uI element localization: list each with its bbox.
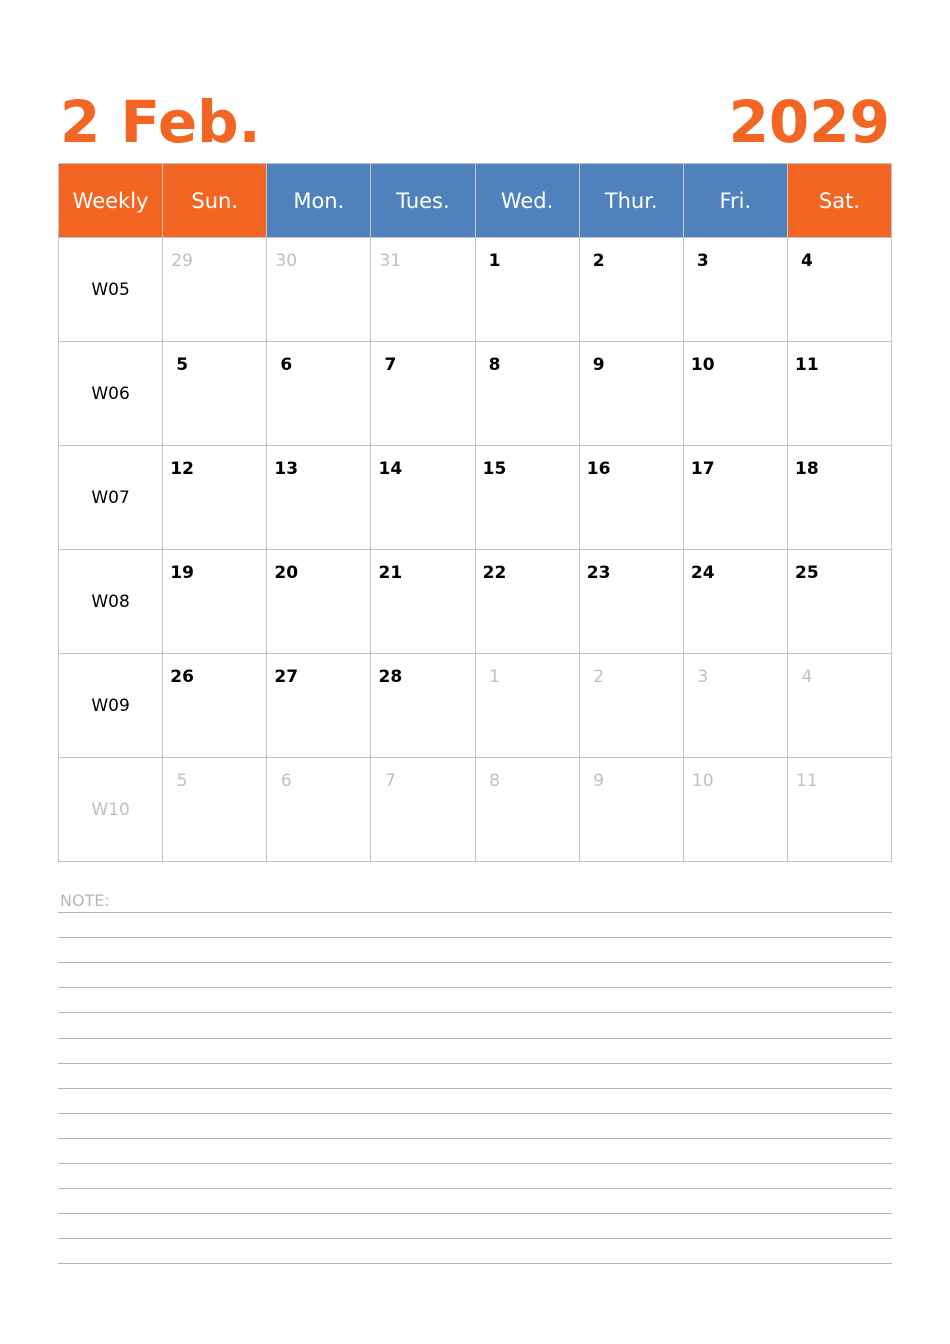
header-weekly: Weekly xyxy=(59,164,163,238)
header-thursday: Thur. xyxy=(579,164,683,238)
note-line xyxy=(58,937,892,938)
day-number: 11 xyxy=(796,771,818,791)
note-line xyxy=(58,1238,892,1239)
header-monday: Mon. xyxy=(267,164,371,238)
day-number: 10 xyxy=(690,355,715,375)
week-row xyxy=(59,238,892,342)
day-number: 18 xyxy=(795,459,819,479)
day-cell[interactable] xyxy=(475,342,579,446)
week-number: W06 xyxy=(59,342,163,446)
day-number: 16 xyxy=(586,459,611,479)
week-row xyxy=(59,758,892,862)
day-cell[interactable] xyxy=(683,550,787,654)
day-number: 26 xyxy=(170,667,194,687)
week-number: W07 xyxy=(59,446,163,550)
header-friday: Fri. xyxy=(683,164,787,238)
day-number: 29 xyxy=(171,251,193,271)
day-number: 2 xyxy=(592,251,605,271)
day-number: 6 xyxy=(280,355,293,375)
day-number: 7 xyxy=(384,355,397,375)
day-cell[interactable] xyxy=(683,342,787,446)
day-cell[interactable] xyxy=(163,238,267,342)
day-cell[interactable] xyxy=(267,446,371,550)
week-row xyxy=(59,446,892,550)
day-cell[interactable] xyxy=(475,550,579,654)
day-cell[interactable] xyxy=(475,238,579,342)
day-number: 13 xyxy=(274,459,299,479)
day-cell[interactable] xyxy=(475,446,579,550)
day-cell[interactable] xyxy=(163,446,267,550)
day-cell[interactable] xyxy=(579,550,683,654)
day-number: 24 xyxy=(690,563,715,583)
day-cell[interactable] xyxy=(787,446,891,550)
note-line xyxy=(58,1063,892,1064)
note-label: NOTE: xyxy=(60,891,110,910)
year-title: 2029 xyxy=(728,88,890,156)
day-cell[interactable] xyxy=(371,758,475,862)
day-cell[interactable] xyxy=(267,342,371,446)
day-number: 20 xyxy=(274,563,299,583)
header-saturday: Sat. xyxy=(787,164,891,238)
day-number: 1 xyxy=(489,667,500,687)
day-number: 23 xyxy=(586,563,611,583)
day-number: 9 xyxy=(593,771,605,791)
day-number: 17 xyxy=(690,459,715,479)
note-line xyxy=(58,1113,892,1114)
day-number: 10 xyxy=(691,771,714,791)
day-cell[interactable] xyxy=(163,758,267,862)
week-number: W05 xyxy=(59,238,163,342)
note-line xyxy=(58,1263,892,1264)
note-line xyxy=(58,1088,892,1089)
day-cell[interactable] xyxy=(683,654,787,758)
day-number: 7 xyxy=(384,771,396,791)
day-cell[interactable] xyxy=(787,654,891,758)
header-wednesday: Wed. xyxy=(475,164,579,238)
week-row xyxy=(59,550,892,654)
note-line xyxy=(58,987,892,988)
week-row xyxy=(59,654,892,758)
day-number: 5 xyxy=(176,771,188,791)
day-cell[interactable] xyxy=(267,550,371,654)
day-number: 4 xyxy=(801,667,813,687)
day-number: 21 xyxy=(378,563,403,583)
day-number: 6 xyxy=(280,771,292,791)
day-number: 9 xyxy=(592,355,605,375)
day-cell[interactable] xyxy=(683,446,787,550)
day-cell[interactable] xyxy=(267,654,371,758)
week-row xyxy=(59,342,892,446)
note-line xyxy=(58,1213,892,1214)
day-number: 28 xyxy=(378,667,403,687)
day-cell[interactable] xyxy=(787,758,891,862)
day-number: 31 xyxy=(379,251,402,271)
day-number: 3 xyxy=(697,667,709,687)
header-tuesday: Tues. xyxy=(371,164,475,238)
day-cell[interactable] xyxy=(475,654,579,758)
day-number: 5 xyxy=(176,355,189,375)
day-cell[interactable] xyxy=(787,342,891,446)
calendar-grid xyxy=(58,163,892,862)
note-line xyxy=(58,1163,892,1164)
day-number: 4 xyxy=(800,251,813,271)
day-cell[interactable] xyxy=(683,758,787,862)
day-number: 25 xyxy=(795,563,819,583)
month-title: 2 Feb. xyxy=(60,88,261,156)
day-cell[interactable] xyxy=(163,654,267,758)
day-cell[interactable] xyxy=(267,238,371,342)
day-number: 27 xyxy=(274,667,299,687)
week-number: W10 xyxy=(59,758,163,862)
header-sunday: Sun. xyxy=(163,164,267,238)
note-line xyxy=(58,1038,892,1039)
day-cell[interactable] xyxy=(579,342,683,446)
day-cell[interactable] xyxy=(683,238,787,342)
day-number: 19 xyxy=(170,563,194,583)
note-line xyxy=(58,912,892,913)
day-cell[interactable] xyxy=(579,446,683,550)
day-cell[interactable] xyxy=(579,654,683,758)
week-number: W08 xyxy=(59,550,163,654)
note-line xyxy=(58,1012,892,1013)
note-line xyxy=(58,1188,892,1189)
day-number: 11 xyxy=(795,355,819,375)
day-cell[interactable] xyxy=(371,550,475,654)
day-number: 2 xyxy=(593,667,605,687)
day-number: 8 xyxy=(489,771,500,791)
day-cell[interactable] xyxy=(371,654,475,758)
day-cell[interactable] xyxy=(579,758,683,862)
note-line xyxy=(58,1138,892,1139)
day-cell[interactable] xyxy=(371,238,475,342)
day-cell[interactable] xyxy=(371,446,475,550)
day-number: 12 xyxy=(170,459,194,479)
day-number: 3 xyxy=(696,251,709,271)
day-cell[interactable] xyxy=(163,342,267,446)
weekday-header-row xyxy=(59,164,892,238)
day-number: 22 xyxy=(482,563,507,583)
day-number: 1 xyxy=(488,251,501,271)
note-line xyxy=(58,962,892,963)
week-number: W09 xyxy=(59,654,163,758)
day-cell[interactable] xyxy=(267,758,371,862)
day-cell[interactable] xyxy=(371,342,475,446)
day-number: 15 xyxy=(482,459,507,479)
day-cell[interactable] xyxy=(163,550,267,654)
calendar-body xyxy=(59,238,892,862)
day-number: 30 xyxy=(275,251,298,271)
day-cell[interactable] xyxy=(579,238,683,342)
day-cell[interactable] xyxy=(475,758,579,862)
day-cell[interactable] xyxy=(787,550,891,654)
day-cell[interactable] xyxy=(787,238,891,342)
day-number: 14 xyxy=(378,459,403,479)
day-number: 8 xyxy=(488,355,501,375)
